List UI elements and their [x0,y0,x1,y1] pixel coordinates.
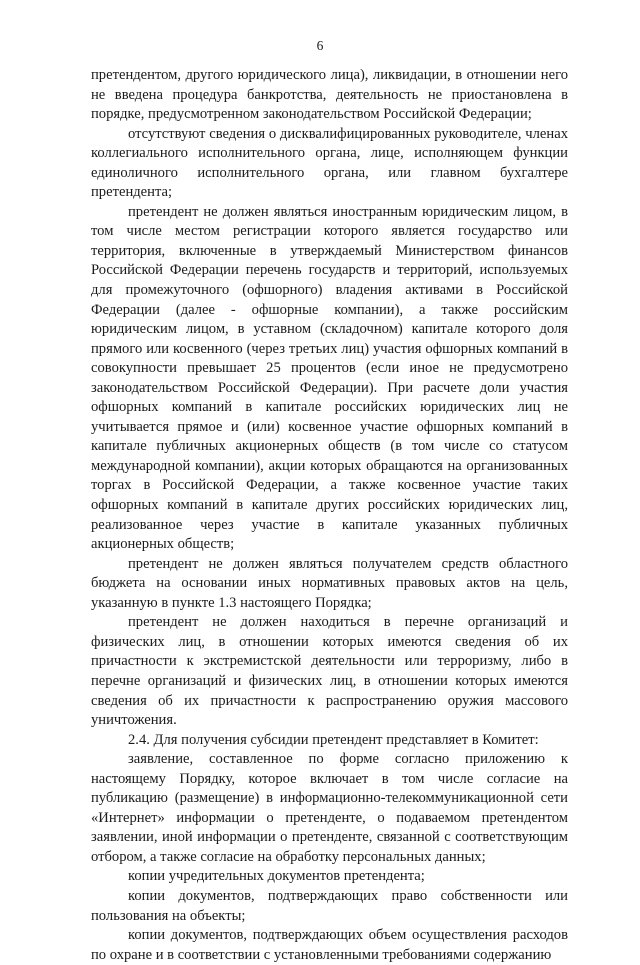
paragraph-ownership-documents: копии документов, подтверждающих право собственности или пользования на объекты; [91,887,568,924]
document-body [91,66,568,965]
paragraph-expense-documents: копии документов, подтверждающих объем осуществления расходов по охране и в соответствии с установленными требованиями содержанию [91,927,568,963]
paragraph-continuation: претендентом, другого юридического лица), ликвидации, в отношении него не введена процедура банкротства, деятельность не приостановлена в порядке, предусмотренном законодательством Российской Федерации; [91,67,568,123]
paragraph-section-2-4: 2.4. Для получения субсидии претендент представляет в Комитет: [128,731,539,748]
paragraph-disqualified-persons: отсутствуют сведения о дисквалифицированных руководителе, членах коллегиального исполнительного органа, лице, исполняющем функции единоличного исполнительного органа, или главном бухгалтере претендента; [91,125,568,201]
paragraph-founding-documents: копии учредительных документов претендента; [128,868,425,885]
paragraph-offshore-companies: претендент не должен являться иностранным юридическим лицом, в том числе местом регистрации которого является государство или территория, включенные в утверждаемый Министерством финансов Российской Федерации перечень государств и территорий, используемых для промежуточного (офшорного) владения активами в Российской Федерации (далее - офшорные компании), а также российским юридическим лицом, в уставном (складочном) капитале которого доля прямого или косвенного (через третьих лиц) участия офшорных компаний в совокупности превышает 25 процентов (если иное не предусмотрено законодательством Российской Федерации). При расчете доли участия офшорных компаний в капитале российских юридических лиц не учитывается прямое и (или) косвенное участие офшорных компаний в капитале публичных акционерных обществ (в том числе со статусом международной компании), акции которых обращаются на организованных торгах в Российской Федерации, а также косвенное участие таких офшорных компаний в капитале других российских юридических лиц, реализованное через участие в капитале указанных публичных акционерных обществ; [91,203,568,553]
paragraph-application: заявление, составленное по форме согласно приложению к настоящему Порядку, которое включает в том числе согласие на публикацию (размещение) в информационно-телекоммуникационной сети «Интернет» информации о претенденте, о подаваемом претендентом заявлении, иной информации о претенденте, связанной с соответствующим отбором, а также согласие на обработку персональных данных; [91,751,568,865]
paragraph-extremism-list: претендент не должен находиться в перечне организаций и физических лиц, в отношении которых имеются сведения об их причастности к экстремистской деятельности или терроризму, либо в перечне организаций и физических лиц, в отношении которых имеются сведения об их причастности к распространению оружия массового уничтожения. [91,614,568,729]
page-number: 6 [316,38,324,53]
paragraph-budget-funds: претендент не должен являться получателем средств областного бюджета на основании иных нормативных правовых актов на цель, указанную в пункте 1.3 настоящего Порядка; [91,555,568,611]
